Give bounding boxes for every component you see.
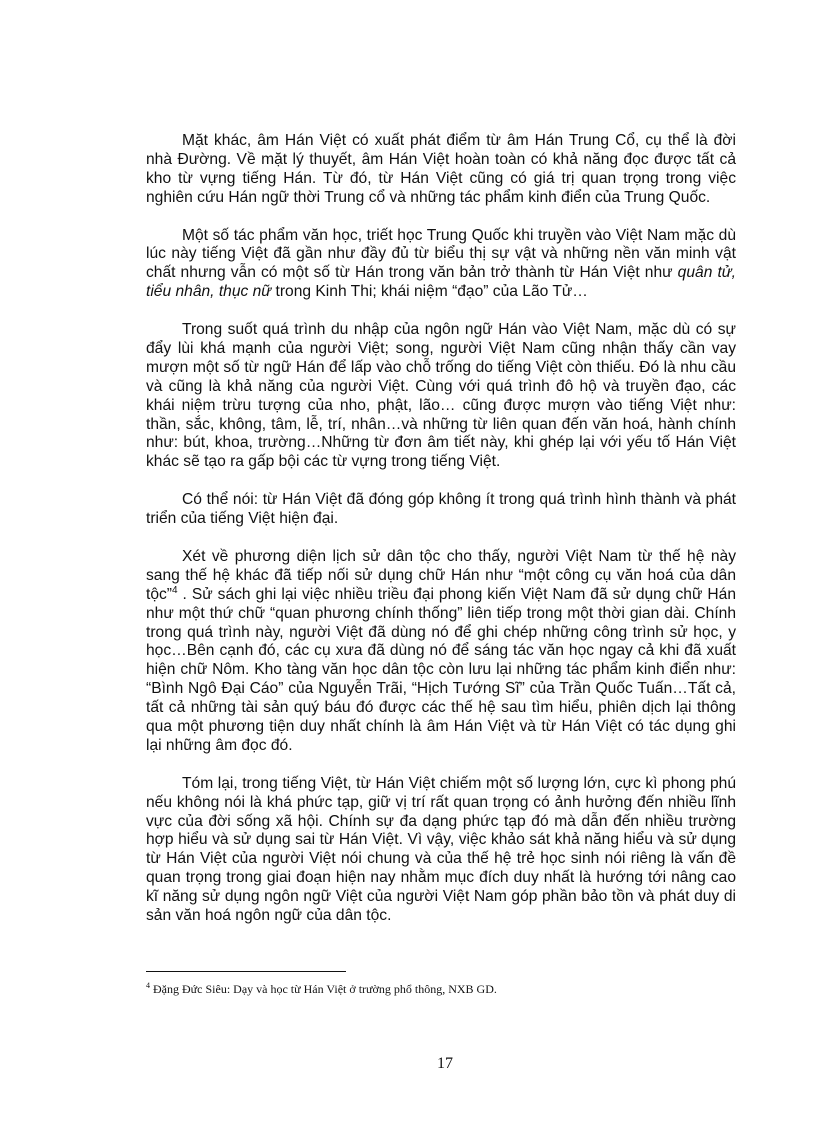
paragraph-6 (146, 775, 736, 926)
page-number: 17 (437, 1055, 453, 1072)
paragraph-2-italic-terms: quân tử, tiểu nhân, thục nữ (146, 264, 736, 301)
paragraph-2-text-after: trong Kinh Thi; khái niệm “đạo” của Lão Tử… (271, 283, 588, 301)
footnote-divider (146, 971, 346, 972)
paragraph-5-text-after: . Sử sách ghi lại việc nhiều triều đại phong kiến Việt Nam đã sử dụng chữ Hán như một thứ chữ “quan phương chính thống” liên tiếp trong một thời gian dài. Chính trong quá trình này, người Việt đã dùng nó để ghi chép những công trình sử học, y học…Bên cạnh đó, các cụ xưa đã dùng nó để sáng tác văn học ngay cả khi đã xuất hiện chữ Nôm. Kho tàng văn học dân tộc còn lưu lại những tác phẩm kinh điển như: “Bình Ngô Đại Cáo” của Nguyễn Trãi, “Hịch Tướng Sĩ” của Trần Quốc Tuấn…Tất cả, tất cả những tài sản quý báu đó được các thế hệ sau tìm hiểu, phiên dịch lại thông qua một phương tiện duy nhất chính là âm Hán Việt và từ Hán Việt có tác dụng ghi lại những âm đọc đó. (146, 585, 736, 754)
paragraph-2-text-before: Một số tác phẩm văn học, triết học Trung Quốc khi truyền vào Việt Nam mặc dù lúc này tiếng Việt đã gần như đầy đủ từ biểu thị sự vật và những nền văn minh vật chất nhưng vẫn có một số từ Hán trong văn bản trở thành từ Hán Việt như (146, 226, 736, 282)
paragraph-2 (146, 227, 736, 303)
paragraph-5 (146, 548, 736, 756)
paragraph-6-text: Tóm lại, trong tiếng Việt, từ Hán Việt chiếm một số lượng lớn, cực kì phong phú nếu không nói là khá phức tạp, giữ vị trí rất quan trọng có ảnh hưởng đến nhiều lĩnh vực của đời sống xã hội. Chính sự đa dạng phức tạp đó mà dẫn đến nhiều trường hợp hiểu và sử dụng sai từ Hán Việt. Vì vậy, việc khảo sát khả năng hiểu và sử dụng từ Hán Việt của người Việt nói chung và của thế hệ trẻ học sinh nói riêng là vấn đề quan trọng trong giai đoạn hiện nay nhằm mục đích duy nhất là hướng tới nâng cao kĩ năng sử dụng ngôn ngữ Việt của người Việt Nam góp phần bảo tồn và phát duy di sản văn hoá ngôn ngữ của dân tộc. (146, 774, 736, 925)
paragraph-3 (146, 321, 736, 472)
footnote-reference[interactable]: 4 (172, 584, 178, 596)
footnote-text: Đặng Đức Siêu: Dạy và học từ Hán Việt ở trường phổ thông, NXB GD. (153, 982, 497, 996)
body-text (146, 132, 736, 926)
paragraph-5-text-before: Xét về phương diện lịch sử dân tộc cho thấy, người Việt Nam từ thế hệ này sang thế hệ khác đã tiếp nối sử dụng chữ Hán như “một công cụ văn hoá của dân tộc” (146, 547, 736, 603)
paragraph-3-text: Trong suốt quá trình du nhập của ngôn ngữ Hán vào Việt Nam, mặc dù có sự đẩy lùi khá mạnh của người Việt; song, người Việt Nam cũng nhận thấy cần vay mượn một số từ ngữ Hán để lấp vào chỗ trống do tiếng Việt còn thiếu. Đó là nhu cầu và cũng là khả năng của người Việt. Cùng với quá trình đô hộ và truyền đạo, các khái niệm trừu tượng của nho, phật, lão… cũng được mượn vào tiếng Việt như: thần, sắc, không, tâm, lễ, trí, nhân…và những từ liên quan đến văn hoá, hành chính như: bút, khoa, trường…Những từ đơn âm tiết này, khi ghép lại với yếu tố Hán Việt khác sẽ tạo ra gấp bội các từ vựng trong tiếng Việt. (146, 321, 736, 471)
paragraph-1 (146, 132, 736, 208)
paragraph-4 (146, 491, 736, 529)
footnote (146, 982, 736, 996)
footnote-number: 4 (146, 981, 150, 990)
paragraph-1-text: Mặt khác, âm Hán Việt có xuất phát điểm từ âm Hán Trung Cổ, cụ thể là đời nhà Đường. Về mặt lý thuyết, âm Hán Việt hoàn toàn có khả năng đọc được tất cả kho từ vựng tiếng Hán. Từ đó, từ Hán Việt cũng có giá trị quan trọng trong việc nghiên cứu Hán ngữ thời Trung cổ và những tác phẩm kinh điển của Trung Quốc. (146, 132, 736, 206)
paragraph-4-text: Có thể nói: từ Hán Việt đã đóng góp không ít trong quá trình hình thành và phát triển của tiếng Việt hiện đại. (146, 491, 736, 528)
